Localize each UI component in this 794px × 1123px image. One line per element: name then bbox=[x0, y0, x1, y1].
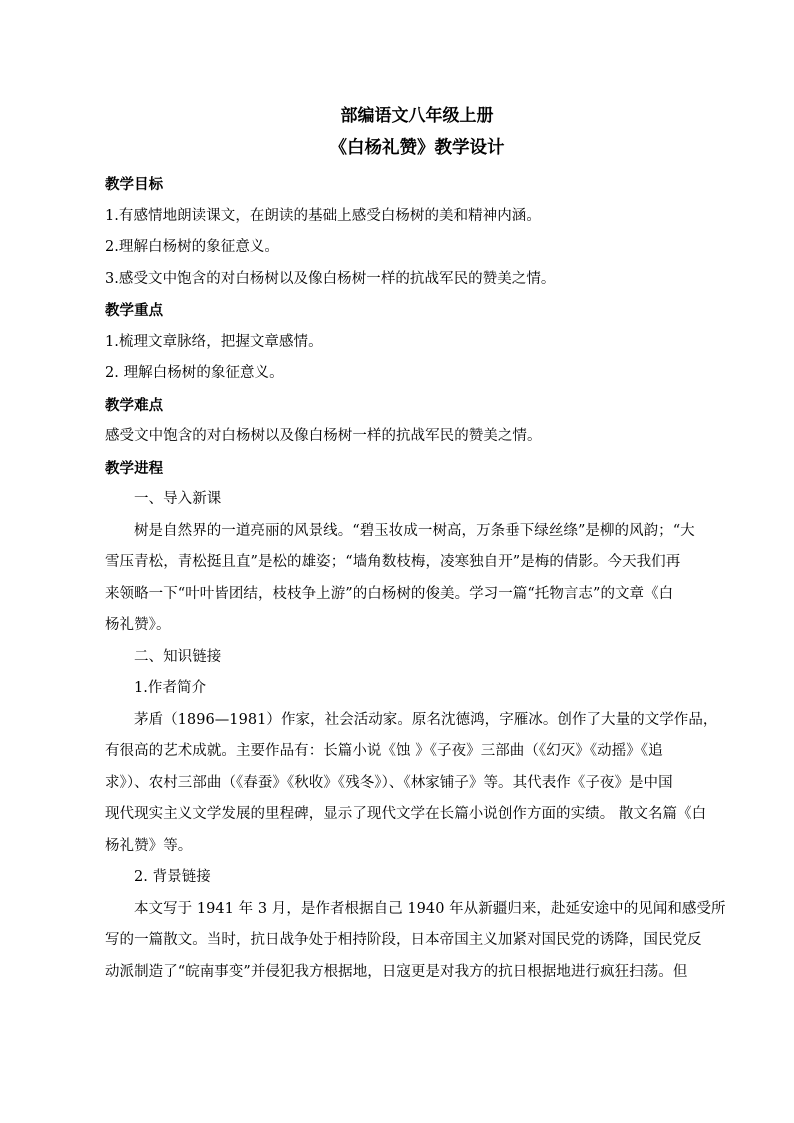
author-line-4: 现代现实主义文学发展的里程碑，显示了现代文学在长篇小说创作方面的实绩。 散文名篇《白 bbox=[105, 806, 707, 822]
goal-item-3: 3.感受文中饱含的对白杨树以及像白杨树一样的抗战军民的赞美之情。 bbox=[105, 270, 556, 287]
document-page bbox=[105, 101, 729, 988]
key-points-heading: 教学重点 bbox=[105, 302, 164, 319]
difficulty-text: 感受文中饱含的对白杨树以及像白杨树一样的抗战军民的赞美之情。 bbox=[105, 428, 542, 444]
background-line-1: 本文写于 1941 年 3 月，是作者根据自己 1940 年从新疆归来，赴延安途中的见闻和感受所 bbox=[134, 900, 726, 917]
part1-paragraph bbox=[105, 516, 729, 642]
author-line-3: 求》）、农村三部曲（《春蚕》《秋收》《残冬》）、《林家铺子》等。其代表作《子夜》是中国 bbox=[105, 774, 673, 791]
document-title: 部编语文八年级上册 bbox=[340, 106, 494, 126]
author-heading: 1.作者简介 bbox=[134, 680, 207, 696]
difficulty-heading: 教学难点 bbox=[105, 396, 164, 414]
document-subtitle: 《白杨礼赞》教学设计 bbox=[329, 138, 505, 158]
part1-line-1: 树是自然界的一道亮丽的风景线。“碧玉妆成一树高，万条垂下绿丝绦”是柳的风韵；“大 bbox=[134, 522, 695, 539]
part1-line-4: 杨礼赞》。 bbox=[105, 617, 171, 633]
background-paragraph bbox=[105, 894, 729, 989]
process-heading: 教学进程 bbox=[105, 459, 164, 477]
author-line-5: 杨礼赞》等。 bbox=[105, 837, 193, 854]
goal-item-1: 1.有感情地朗读课文，在朗读的基础上感受白杨树的美和精神内涵。 bbox=[105, 207, 541, 224]
author-line-1: 茅盾（1896—1981）作家，社会活动家。原名沈德鸿，字雁冰。创作了大量的文学作品， bbox=[134, 711, 718, 728]
part2-heading: 二、知识链接 bbox=[134, 648, 222, 665]
part1-line-2: 雪压青松，青松挺且直”是松的雄姿；“墙角数枝梅，凌寒独自开”是梅的倩影。今天我们再 bbox=[105, 554, 681, 570]
part1-line-3: 来领略一下“叶叶皆团结，枝枝争上游”的白杨树的俊美。学习一篇“托物言志”的文章《白 bbox=[105, 585, 674, 602]
goal-item-2: 2.理解白杨树的象征意义。 bbox=[105, 239, 279, 255]
author-paragraph bbox=[105, 705, 729, 863]
key-point-1: 1.梳理文章脉络，把握文章感情。 bbox=[105, 333, 323, 350]
part1-heading: 一、导入新课 bbox=[134, 491, 222, 507]
background-line-2: 写的一篇散文。当时，抗日战争处于相持阶段，日本帝国主义加紧对国民党的诱降，国民党反 bbox=[105, 932, 702, 948]
author-line-2: 有很高的艺术成就。主要作品有：长篇小说《蚀 》《子夜》三部曲（《幻灭》《动摇》《追 bbox=[105, 743, 663, 759]
key-point-2: 2. 理解白杨树的象征意义。 bbox=[105, 365, 284, 381]
goals-heading: 教学目标 bbox=[105, 176, 164, 193]
background-heading: 2. 背景链接 bbox=[134, 869, 211, 885]
background-line-3: 动派制造了“皖南事变”并侵犯我方根据地，日寇更是对我方的抗日根据地进行疯狂扫荡。但 bbox=[105, 963, 688, 980]
